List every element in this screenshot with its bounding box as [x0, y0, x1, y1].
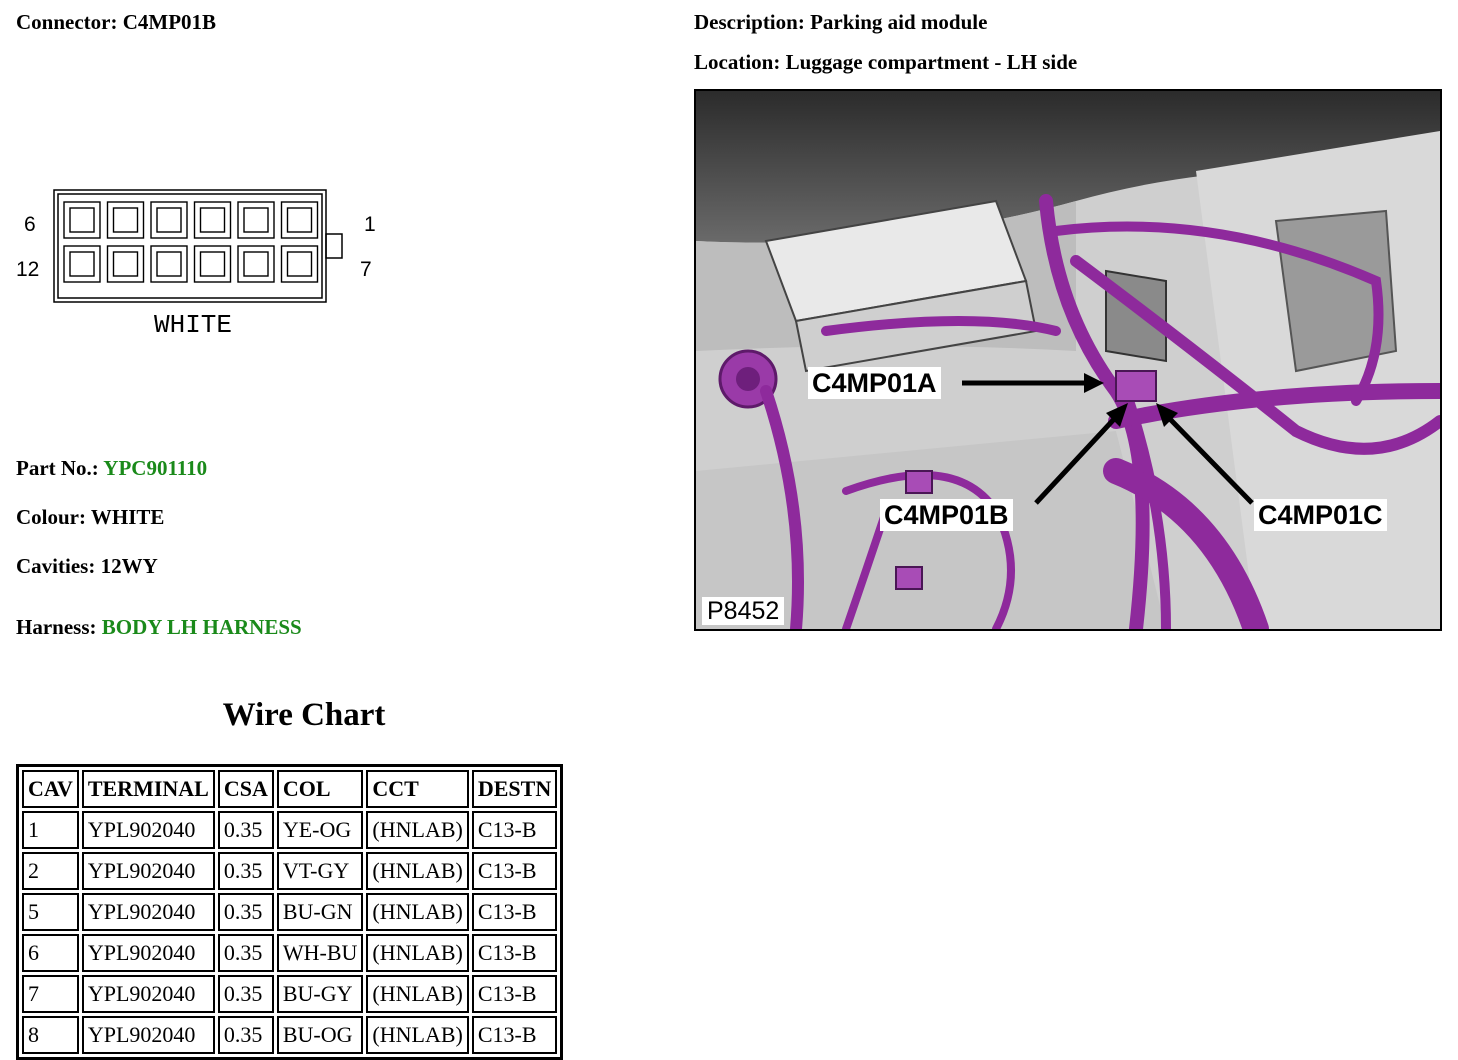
pin-7-label: 7 — [360, 258, 372, 281]
colour-label: Colour: — [16, 505, 86, 529]
wire-chart-table — [16, 764, 563, 1060]
wire-chart-title: Wire Chart — [222, 697, 386, 733]
table-cell: VT-GY — [277, 852, 364, 890]
cavity-terminal-3 — [201, 208, 225, 232]
pin-6-label: 6 — [24, 213, 36, 236]
callout-c4mp01b: C4MP01B — [880, 499, 1013, 531]
table-cell: 0.35 — [218, 975, 274, 1013]
table-row — [22, 852, 557, 890]
cavity-terminal-6 — [70, 208, 94, 232]
table-cell: 0.35 — [218, 934, 274, 972]
table-row — [22, 1016, 557, 1054]
cavities-value: 12WY — [100, 554, 158, 578]
table-cell: 1 — [22, 811, 79, 849]
cavities-row — [16, 554, 158, 579]
description-heading — [694, 10, 987, 35]
cavity-terminal-10 — [157, 252, 181, 276]
table-cell: YPL902040 — [82, 811, 215, 849]
table-cell: 7 — [22, 975, 79, 1013]
table-cell: YPL902040 — [82, 852, 215, 890]
colour-row — [16, 505, 164, 530]
table-cell: C13-B — [472, 852, 557, 890]
table-cell: YPL902040 — [82, 975, 215, 1013]
column-header: COL — [277, 770, 364, 808]
connector-id: C4MP01B — [122, 10, 217, 34]
cavity-terminal-2 — [244, 208, 268, 232]
cavity-terminal-5 — [114, 208, 138, 232]
table-cell: C13-B — [472, 934, 557, 972]
table-cell: C13-B — [472, 975, 557, 1013]
cavity-terminal-4 — [157, 208, 181, 232]
connector-heading — [16, 10, 216, 35]
table-cell: 5 — [22, 893, 79, 931]
pin-1-label: 1 — [364, 213, 376, 236]
luggage-compartment-illustration — [696, 91, 1440, 629]
connector-drawing — [14, 180, 384, 340]
cavity-terminal-8 — [244, 252, 268, 276]
part-number-row — [16, 456, 207, 481]
wire-chart-body — [22, 811, 557, 1054]
table-cell: BU-GN — [277, 893, 364, 931]
column-header: CCT — [366, 770, 468, 808]
connector-colour-caption: WHITE — [154, 310, 233, 340]
table-cell: (HNLAB) — [366, 893, 468, 931]
column-header: DESTN — [472, 770, 557, 808]
table-cell: C13-B — [472, 893, 557, 931]
description-label: Description: — [694, 10, 805, 34]
column-header: CSA — [218, 770, 274, 808]
cavity-terminal-9 — [201, 252, 225, 276]
table-cell: WH-BU — [277, 934, 364, 972]
colour-value: WHITE — [90, 505, 165, 529]
table-cell: 0.35 — [218, 1016, 274, 1054]
cavity-terminal-7 — [288, 252, 312, 276]
table-cell: 0.35 — [218, 893, 274, 931]
table-row — [22, 934, 557, 972]
callout-c4mp01c: C4MP01C — [1254, 499, 1387, 531]
description-value: Parking aid module — [810, 10, 988, 34]
connector-face-diagram — [14, 180, 384, 340]
harness-link[interactable]: BODY LH HARNESS — [101, 615, 302, 639]
column-header: TERMINAL — [82, 770, 215, 808]
photo-reference-id: P8452 — [702, 597, 784, 625]
table-cell: YPL902040 — [82, 934, 215, 972]
cavity-terminal-1 — [288, 208, 312, 232]
table-cell: 0.35 — [218, 852, 274, 890]
harness-label: Harness: — [16, 615, 97, 639]
table-cell: 6 — [22, 934, 79, 972]
connector-label: Connector: — [16, 10, 118, 34]
table-cell: (HNLAB) — [366, 852, 468, 890]
table-cell: (HNLAB) — [366, 934, 468, 972]
table-cell: YPL902040 — [82, 893, 215, 931]
table-cell: 0.35 — [218, 811, 274, 849]
table-cell: (HNLAB) — [366, 811, 468, 849]
cavities-label: Cavities: — [16, 554, 96, 578]
table-cell: (HNLAB) — [366, 1016, 468, 1054]
table-row — [22, 975, 557, 1013]
location-label: Location: — [694, 50, 781, 74]
location-heading — [694, 50, 1077, 75]
table-cell: 2 — [22, 852, 79, 890]
table-cell: BU-GY — [277, 975, 364, 1013]
part-number-link[interactable]: YPC901110 — [103, 456, 208, 480]
cavity-terminal-12 — [70, 252, 94, 276]
table-cell: C13-B — [472, 811, 557, 849]
table-cell: 8 — [22, 1016, 79, 1054]
cavity-grid — [64, 202, 318, 282]
column-header: CAV — [22, 770, 79, 808]
table-cell: YE-OG — [277, 811, 364, 849]
cavity-terminal-11 — [114, 252, 138, 276]
pin-12-label: 12 — [16, 258, 40, 281]
location-value: Luggage compartment - LH side — [785, 50, 1078, 74]
table-row — [22, 893, 557, 931]
part-number-label: Part No.: — [16, 456, 99, 480]
table-cell: YPL902040 — [82, 1016, 215, 1054]
wire-chart-header-row — [22, 770, 557, 808]
table-cell: (HNLAB) — [366, 975, 468, 1013]
table-row — [22, 811, 557, 849]
callout-c4mp01a: C4MP01A — [808, 367, 941, 399]
table-cell: C13-B — [472, 1016, 557, 1054]
location-photo — [694, 89, 1442, 631]
table-cell: BU-OG — [277, 1016, 364, 1054]
harness-row — [16, 615, 302, 640]
